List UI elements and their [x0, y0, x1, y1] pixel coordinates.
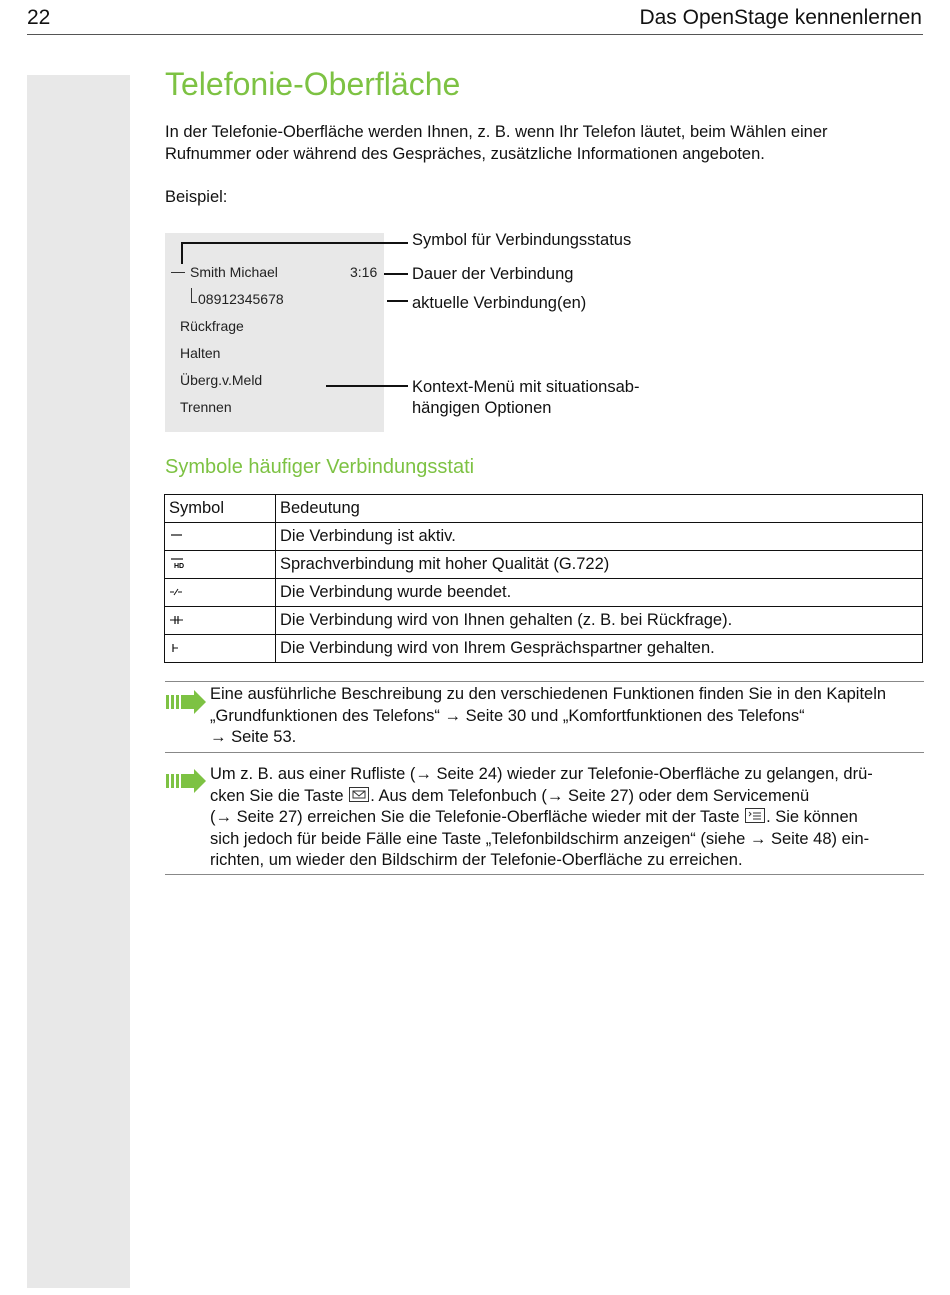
leader-connections: [387, 300, 408, 302]
call-duration: 3:16: [350, 264, 378, 280]
intro-paragraph: In der Telefonie-Oberfläche werden Ihnen, z. B. wenn Ihr Telefon läutet, beim Wählen einer Rufnummer oder während des Gespräches, zusätzliche Informationen angeboten.: [165, 123, 828, 163]
note-2: [210, 764, 926, 872]
menu-item-uebergabe[interactable]: Überg.v.Meld: [180, 372, 263, 388]
table-header-row: [165, 495, 923, 523]
note-divider: [165, 681, 924, 682]
note-1-line: → Seite 53.: [210, 728, 297, 746]
row-meaning: Die Verbindung wird von Ihrem Gesprächspartner gehalten.: [276, 635, 923, 663]
callout-duration: Dauer der Verbindung: [412, 265, 574, 283]
leader-context-menu: [326, 385, 408, 387]
example-label: Beispiel:: [165, 188, 228, 206]
table-header-symbol: Symbol: [165, 495, 276, 523]
menu-item-halten[interactable]: Halten: [180, 345, 221, 361]
leader-duration: [384, 273, 408, 275]
menu-item-rueckfrage[interactable]: Rückfrage: [180, 318, 244, 334]
menu-item-trennen[interactable]: Trennen: [180, 399, 232, 415]
note-1-line: „Grundfunktionen des Telefons“ → Seite 30 und „Komfortfunktionen des Telefons“: [210, 706, 805, 725]
hd-voice-icon: [169, 557, 187, 569]
caller-name: Smith Michael: [190, 264, 278, 280]
row-meaning: Die Verbindung wird von Ihnen gehalten (z. B. bei Rückfrage).: [276, 607, 923, 635]
connection-ended-icon: [169, 587, 185, 597]
row-meaning: Die Verbindung wurde beendet.: [276, 579, 923, 607]
table-row: [165, 523, 923, 551]
note-2-line: richten, um wieder den Bildschirm der Telefonie-Oberfläche zu erreichen.: [210, 851, 743, 869]
header-divider: [27, 34, 923, 35]
note-2-line: cken Sie die Taste . Aus dem Telefonbuch (→ Seite 27) oder dem Servicemenü: [210, 786, 810, 805]
green-arrow-icon: [166, 769, 208, 793]
caller-number: 08912345678: [198, 291, 284, 307]
status-bracket: [181, 242, 183, 264]
page-title: Telefonie-Oberfläche: [165, 66, 461, 102]
envelope-key-icon: [349, 787, 369, 802]
note-divider: [165, 752, 924, 753]
row-meaning: Sprachverbindung mit hoher Qualität (G.722): [276, 551, 923, 579]
table-header-meaning: Bedeutung: [276, 495, 923, 523]
svg-text:HD: HD: [174, 563, 185, 569]
status-bracket-top: [181, 242, 391, 244]
note-divider: [165, 874, 924, 875]
note-1: [210, 684, 926, 749]
row-meaning: Die Verbindung ist aktiv.: [276, 523, 923, 551]
phone-display-example: [165, 233, 384, 432]
hold-by-you-icon: [169, 615, 185, 625]
status-symbol-table: [164, 494, 923, 663]
section-subtitle: Symbole häufiger Verbindungsstati: [165, 456, 475, 478]
number-branch-icon: [191, 288, 192, 302]
callout-context-menu-1: Kontext-Menü mit situationsab-: [412, 378, 640, 396]
callout-context-menu-2: hängigen Optionen: [412, 399, 552, 417]
table-row: [165, 635, 923, 663]
callout-status-symbol: Symbol für Verbindungsstatus: [412, 231, 632, 249]
green-arrow-icon: [166, 690, 208, 714]
table-row: [165, 579, 923, 607]
chapter-title: Das OpenStage kennenlernen: [639, 6, 922, 29]
table-row: [165, 551, 923, 579]
leader-status: [384, 242, 408, 244]
callout-connections: aktuelle Verbindung(en): [412, 294, 587, 312]
active-connection-icon: [171, 272, 185, 273]
note-2-line: sich jedoch für beide Fälle eine Taste „Telefonbildschirm anzeigen“ (siehe → Seite 48) ein-: [210, 829, 870, 848]
note-2-line: Um z. B. aus einer Rufliste (→ Seite 24) wieder zur Telefonie-Oberfläche zu gelangen, drü-: [210, 765, 873, 783]
note-2-line: (→ Seite 27) erreichen Sie die Telefonie-Oberfläche wieder mit der Taste . Sie können: [210, 808, 858, 826]
margin-sidebar: [27, 75, 130, 1288]
table-row: [165, 607, 923, 635]
menu-key-icon: [745, 808, 765, 823]
note-1-line: Eine ausführliche Beschreibung zu den verschiedenen Funktionen finden Sie in den Kapiteln: [210, 685, 887, 703]
page-number: 22: [27, 6, 51, 29]
hold-by-partner-icon: [169, 643, 185, 653]
active-connection-icon: [169, 531, 185, 541]
